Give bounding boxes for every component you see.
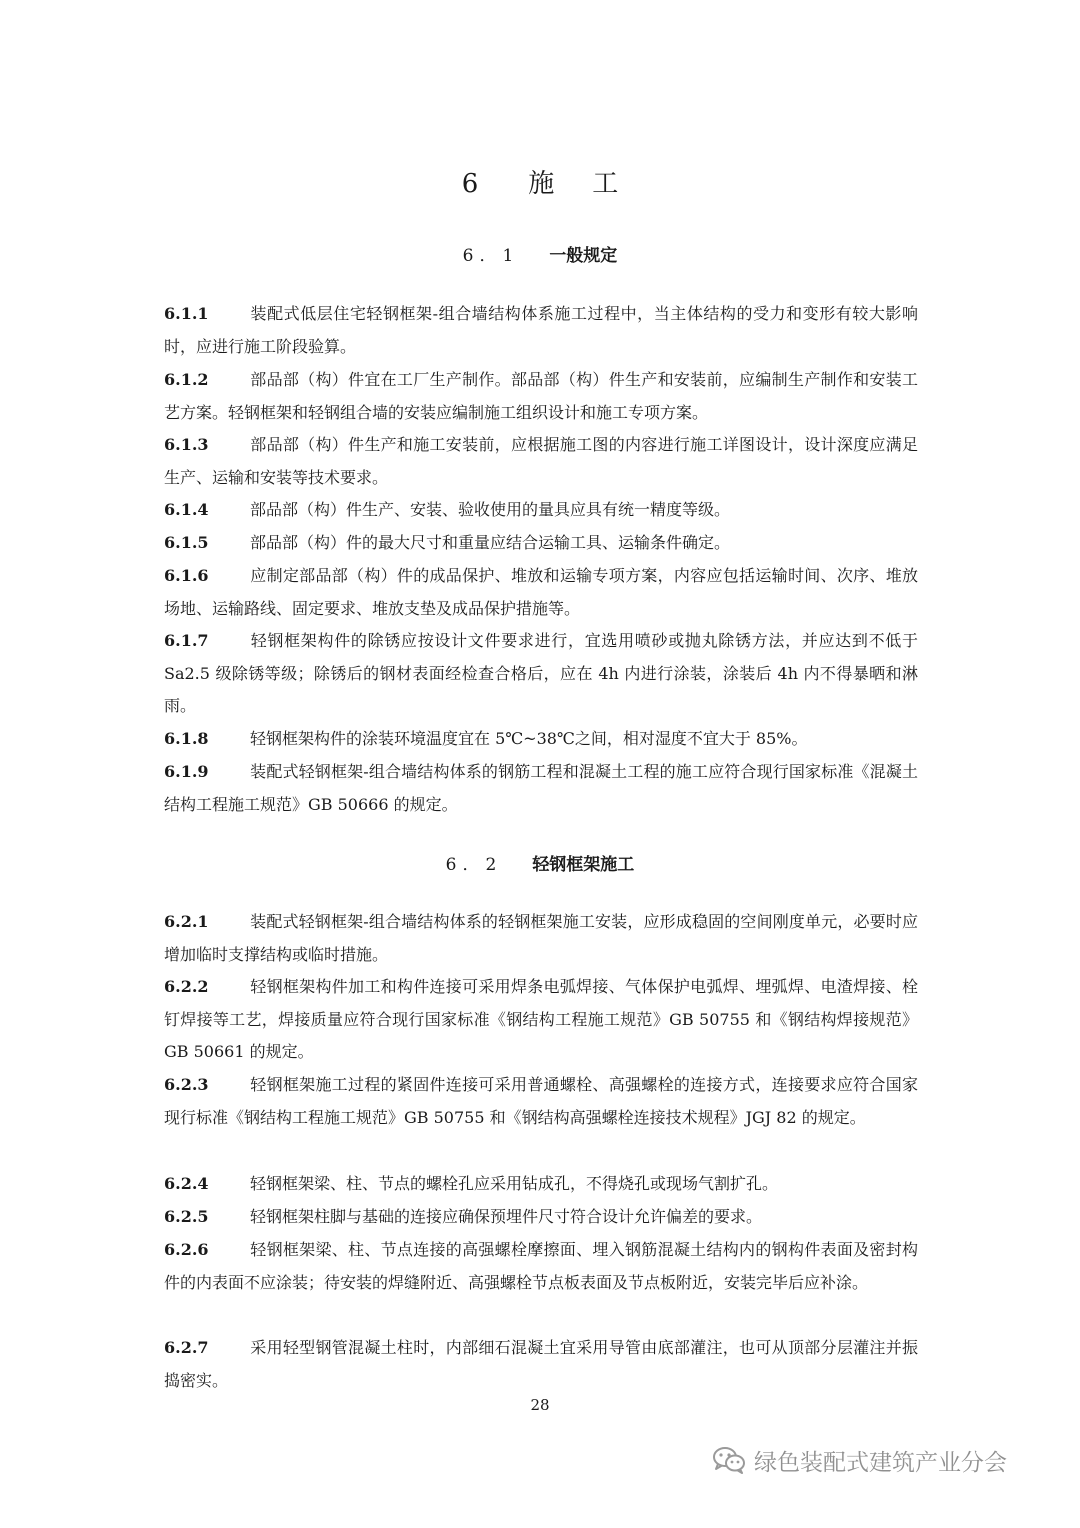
clause-6-2-2 — [164, 971, 918, 1069]
clause-text: 轻钢框架梁、柱、节点连接的高强螺栓摩擦面、埋入钢筋混凝土结构内的钢构件表面及密封构件的内表面不应涂装；待安装的焊缝附近、高强螺栓节点板表面及节点板附近，安装完毕后应补涂。 — [164, 1240, 918, 1292]
clause-6-1-4 — [164, 494, 918, 527]
clause-number: 6.2.2 — [164, 977, 209, 996]
clause-number: 6.1.8 — [164, 729, 209, 748]
clause-number: 6.1.5 — [164, 533, 209, 552]
clause-6-1-8 — [164, 723, 918, 756]
section-heading-6-1 — [0, 241, 1080, 266]
clause-text: 装配式轻钢框架-组合墙结构体系的轻钢框架施工安装，应形成稳固的空间刚度单元，必要时应增加临时支撑结构或临时措施。 — [164, 912, 918, 964]
wechat-icon — [712, 1446, 746, 1474]
clause-number: 6.2.3 — [164, 1075, 209, 1094]
clause-6-1-9 — [164, 756, 918, 821]
section-number: 6．1 — [462, 246, 520, 266]
clause-6-1-2 — [164, 364, 918, 429]
clause-6-2-6 — [164, 1234, 918, 1299]
clause-6-1-5 — [164, 527, 918, 560]
chapter-number: 6 — [461, 169, 481, 199]
clause-number: 6.2.4 — [164, 1174, 209, 1193]
clause-text: 采用轻型钢管混凝土柱时，内部细石混凝土宜采用导管由底部灌注，也可从顶部分层灌注并振捣密实。 — [164, 1338, 918, 1390]
section-title: 一般规定 — [549, 246, 618, 266]
section-number: 6．2 — [445, 855, 503, 875]
watermark-text: 绿色装配式建筑产业分会 — [754, 1449, 1007, 1476]
clause-text: 轻钢框架构件加工和构件连接可采用焊条电弧焊接、气体保护电弧焊、埋弧焊、电渣焊接、栓钉焊接等工艺，焊接质量应符合现行国家标准《钢结构工程施工规范》GB 50755 和《钢结构焊接规范》GB 50661 的规定。 — [164, 977, 918, 1061]
clause-text: 部品部（构）件生产、安装、验收使用的量具应具有统一精度等级。 — [250, 500, 731, 519]
clause-number: 6.1.2 — [164, 370, 209, 389]
clause-number: 6.2.1 — [164, 912, 209, 931]
clause-6-1-6 — [164, 560, 918, 625]
clause-6-2-5 — [164, 1201, 918, 1234]
clause-6-2-1 — [164, 906, 918, 971]
clause-number: 6.2.5 — [164, 1207, 209, 1226]
section-title: 轻钢框架施工 — [532, 855, 635, 875]
chapter-title-text: 施工 — [528, 169, 657, 199]
clause-text: 装配式轻钢框架-组合墙结构体系的钢筋工程和混凝土工程的施工应符合现行国家标准《混凝土结构工程施工规范》GB 50666 的规定。 — [164, 762, 918, 814]
clause-6-2-4 — [164, 1168, 918, 1201]
clause-text: 轻钢框架构件的除锈应按设计文件要求进行，宜选用喷砂或抛丸除锈方法，并应达到不低于 Sa2.5 级除锈等级；除锈后的钢材表面经检查合格后，应在 4h 内进行涂装，涂装后 4h 内不得暴晒和淋雨。 — [164, 631, 918, 715]
clause-6-1-1 — [164, 298, 918, 363]
clause-number: 6.1.3 — [164, 435, 209, 454]
clause-number: 6.1.7 — [164, 631, 209, 650]
clause-text: 装配式低层住宅轻钢框架-组合墙结构体系施工过程中，当主体结构的受力和变形有较大影响时，应进行施工阶段验算。 — [164, 304, 918, 356]
clause-text: 轻钢框架柱脚与基础的连接应确保预埋件尺寸符合设计允许偏差的要求。 — [250, 1207, 763, 1226]
page-number: 28 — [530, 1396, 550, 1414]
clause-number: 6.2.7 — [164, 1338, 209, 1357]
chapter-title — [0, 163, 1080, 200]
clause-6-1-3 — [164, 429, 918, 494]
clause-number: 6.1.6 — [164, 566, 209, 585]
clause-text: 部品部（构）件宜在工厂生产制作。部品部（构）件生产和安装前，应编制生产制作和安装工艺方案。轻钢框架和轻钢组合墙的安装应编制施工组织设计和施工专项方案。 — [164, 370, 918, 422]
clause-6-2-3 — [164, 1069, 918, 1134]
clause-text: 轻钢框架构件的涂装环境温度宜在 5℃~38℃之间，相对湿度不宜大于 85%。 — [250, 729, 808, 748]
clause-number: 6.1.9 — [164, 762, 209, 781]
clause-number: 6.1.1 — [164, 304, 209, 323]
watermark — [712, 1440, 1007, 1480]
section-heading-6-2 — [0, 850, 1080, 875]
clause-text: 轻钢框架梁、柱、节点的螺栓孔应采用钻成孔，不得烧孔或现场气割扩孔。 — [250, 1174, 779, 1193]
clause-text: 应制定部品部（构）件的成品保护、堆放和运输专项方案，内容应包括运输时间、次序、堆放场地、运输路线、固定要求、堆放支垫及成品保护措施等。 — [164, 566, 918, 618]
clause-number: 6.2.6 — [164, 1240, 209, 1259]
clause-6-1-7 — [164, 625, 918, 723]
clause-6-2-7 — [164, 1332, 918, 1397]
clause-text: 轻钢框架施工过程的紧固件连接可采用普通螺栓、高强螺栓的连接方式，连接要求应符合国家现行标准《钢结构工程施工规范》GB 50755 和《钢结构高强螺栓连接技术规程》JGJ 82 的规定。 — [164, 1075, 918, 1127]
clause-number: 6.1.4 — [164, 500, 209, 519]
clause-text: 部品部（构）件生产和施工安装前，应根据施工图的内容进行施工详图设计，设计深度应满足生产、运输和安装等技术要求。 — [164, 435, 918, 487]
clause-text: 部品部（构）件的最大尺寸和重量应结合运输工具、运输条件确定。 — [250, 533, 731, 552]
